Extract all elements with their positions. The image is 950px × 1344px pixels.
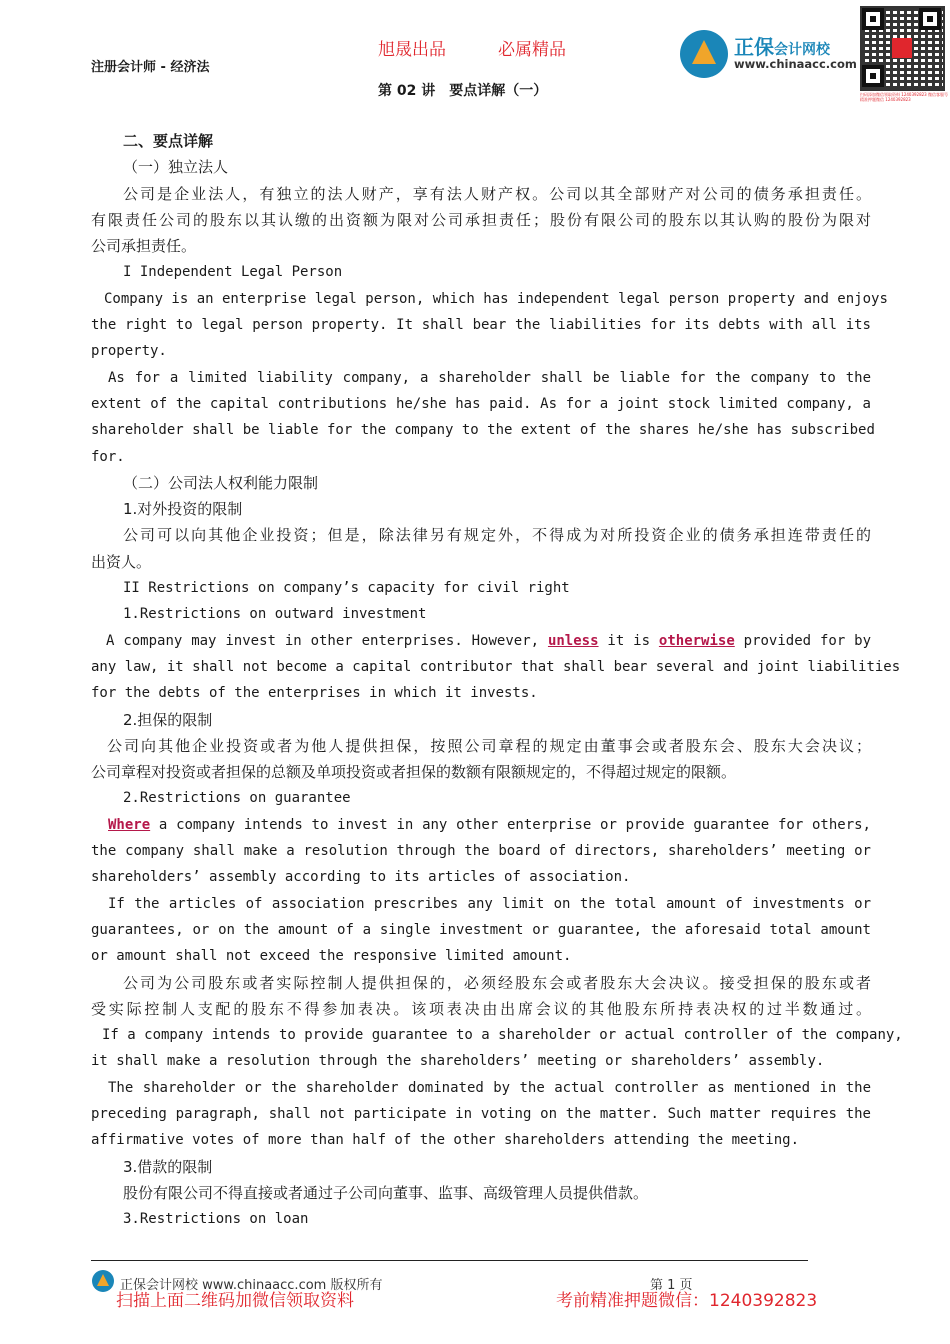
paragraph-line: As for a limited liability company, a shareholder shall be liable for the company to the (108, 369, 871, 386)
en-subheading: 2.Restrictions on guarantee (123, 790, 351, 807)
paragraph-line: property. (91, 343, 167, 360)
paragraph-line: guarantees, or on the amount of a single investment or guarantee, the aforesaid total amount (91, 921, 871, 938)
footer-logo-icon (92, 1270, 114, 1292)
paragraph-line: 公司可以向其他企业投资；但是，除法律另有规定外，不得成为对所投资企业的债务承担连带责任的 (123, 526, 871, 545)
paragraph-line: the company shall make a resolution through the board of directors, shareholders’ meeting or (91, 843, 871, 860)
footer-promo-right: 考前精准押题微信：1240392823 (556, 1291, 818, 1311)
paragraph-line: shareholder shall be liable for the company to the extent of the shares he/she has subscribed (91, 422, 875, 439)
en-subheading: 3.Restrictions on loan (123, 1211, 309, 1228)
footer-divider (91, 1260, 808, 1261)
qr-finder-icon (862, 8, 884, 30)
paragraph-line: If the articles of association prescribes any limit on the total amount of investments or (108, 895, 871, 912)
paragraph-line: any law, it shall not become a capital contributor that shall bear several and joint liabilities (91, 658, 901, 675)
document-body (91, 128, 903, 1232)
qr-caption: 扫码添加微信领取资料 1240392823 微信客服号 精准押题微信 1240392823 (860, 92, 948, 102)
subheading: 1.对外投资的限制 (123, 500, 243, 519)
qr-finder-icon (919, 8, 941, 30)
paragraph-line: If a company intends to provide guarantee to a shareholder or actual controller of the company, (102, 1027, 903, 1044)
subheading: （二）公司法人权利能力限制 (123, 473, 319, 492)
paragraph-line: preceding paragraph, shall not participate in voting on the matter. Such matter requires the (91, 1105, 871, 1122)
subheading: （一）独立法人 (123, 158, 229, 177)
paragraph-line: the right to legal person property. It shall bear the liabilities for its debts with all its (91, 317, 871, 334)
paragraph-line: for the debts of the enterprises in which it invests. (91, 685, 538, 702)
paragraph-line: extent of the capital contributions he/she has paid. As for a joint stock limited company, a (91, 395, 871, 412)
section-heading: 二、要点详解 (123, 132, 214, 150)
page-number: 第 1 页 (650, 1278, 693, 1293)
paragraph-line: or amount shall not exceed the responsive limited amount. (91, 948, 572, 965)
paragraph-line: 出资人。 (91, 552, 152, 571)
paragraph-line: 股份有限公司不得直接或者通过子公司向董事、监事、高级管理人员提供借款。 (123, 1183, 649, 1202)
promo-slogan-left: 旭晟出品 (378, 40, 446, 60)
paragraph-line: shareholders’ assembly according to its articles of association. (91, 869, 631, 886)
qr-finder-icon (862, 65, 884, 87)
paragraph-line: 公司章程对投资或者担保的总额及单项投资或者担保的数额有限额规定的，不得超过规定的限额。 (91, 763, 737, 782)
paragraph-line: 受实际控制人支配的股东不得参加表决。该项表决由出席会议的其他股东所持表决权的过半数通过。 (91, 999, 871, 1018)
paragraph-line: 有限责任公司的股东以其认缴的出资额为限对公司承担责任；股份有限公司的股东以其认购的股份为限对 (91, 210, 871, 229)
paragraph-line: 公司是企业法人，有独立的法人财产，享有法人财产权。公司以其全部财产对公司的债务承担责任。 (123, 184, 871, 203)
qr-center-logo-icon (892, 38, 912, 58)
logo-url: www.chinaacc.com (734, 57, 857, 71)
paragraph-line: affirmative votes of more than half of the other shareholders attending the meeting. (91, 1132, 800, 1149)
en-heading: I Independent Legal Person (123, 264, 343, 281)
paragraph-line: A company may invest in other enterprises. However, unless it is otherwise provided for by (106, 632, 871, 649)
paragraph-line: for. (91, 448, 125, 465)
keyword-unless: unless (547, 632, 599, 649)
footer-copyright: 正保会计网校 www.chinaacc.com 版权所有 (120, 1278, 383, 1293)
subheading: 2.担保的限制 (123, 710, 213, 729)
paragraph-line: Company is an enterprise legal person, which has independent legal person property and enjoys (104, 290, 888, 307)
chinaacc-logo (680, 28, 860, 78)
footer-promo-left: 扫描上面二维码加微信领取资料 (116, 1291, 354, 1311)
lecture-title: 第 02 讲 要点详解（一） (378, 83, 548, 99)
keyword-otherwise: otherwise (658, 632, 735, 649)
en-heading: II Restrictions on company’s capacity for civil right (123, 580, 570, 597)
course-title: 注册会计师 - 经济法 (91, 60, 210, 75)
paragraph-line: Where a company intends to invest in any other enterprise or provide guarantee for others, (108, 816, 871, 833)
subheading: 3.借款的限制 (123, 1157, 213, 1176)
en-subheading: 1.Restrictions on outward investment (123, 606, 427, 623)
keyword-where: Where (108, 816, 151, 833)
logo-emblem-icon (680, 30, 728, 78)
paragraph-line: The shareholder or the shareholder dominated by the actual controller as mentioned in the (108, 1079, 871, 1096)
paragraph-line: 公司为公司股东或者实际控制人提供担保的，必须经股东会或者股东大会决议。接受担保的股东或者 (123, 973, 871, 992)
paragraph-line: 公司向其他企业投资或者为他人提供担保，按照公司章程的规定由董事会或者股东会、股东大会决议； (107, 736, 871, 755)
promo-slogan-right: 必属精品 (498, 40, 566, 60)
logo-name: 正保会计网校 (734, 35, 830, 59)
paragraph-line: 公司承担责任。 (91, 237, 197, 256)
paragraph-line: it shall make a resolution through the shareholders’ meeting or shareholders’ assembly. (91, 1053, 825, 1070)
